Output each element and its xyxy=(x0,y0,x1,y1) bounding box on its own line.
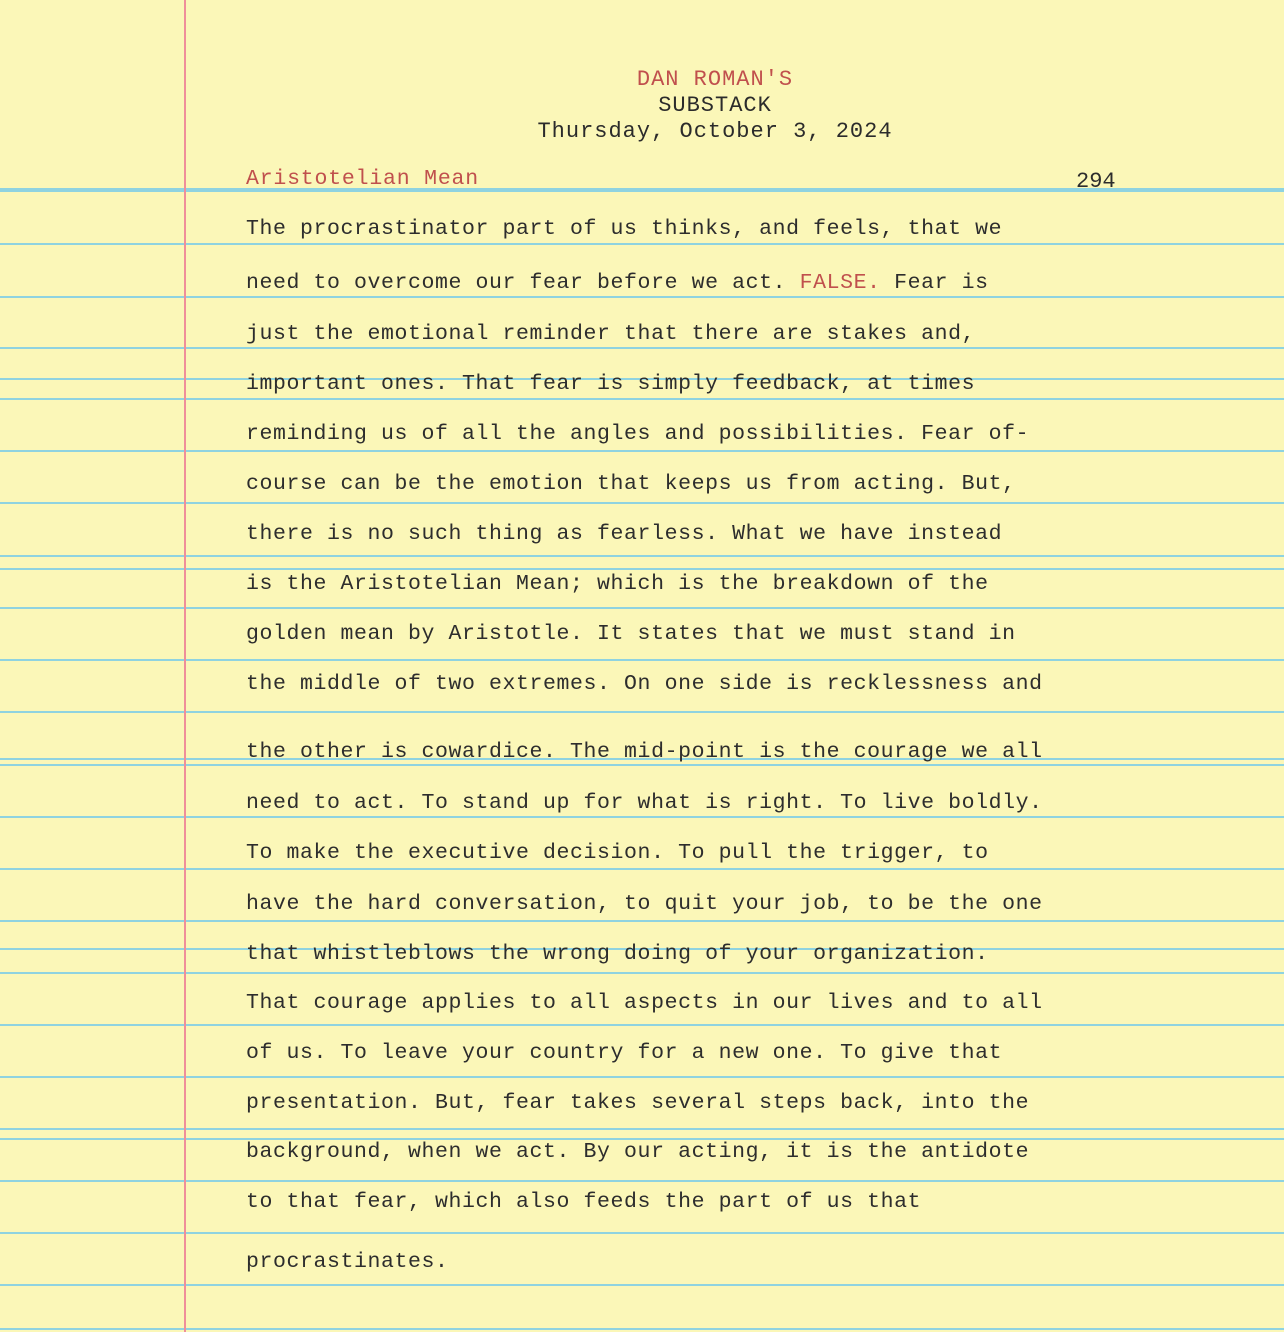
rule-line xyxy=(0,920,1284,922)
body-line: background, when we act. By our acting, it is the antidote xyxy=(246,1140,1030,1164)
rule-line xyxy=(0,1180,1284,1182)
false-emphasis: FALSE. xyxy=(799,271,881,295)
body-line: The procrastinator part of us thinks, and feels, that we xyxy=(246,217,1003,241)
rule-line xyxy=(0,555,1284,557)
rule-line xyxy=(0,659,1284,661)
body-line: the middle of two extremes. On one side is recklessness and xyxy=(246,672,1043,696)
body-line: is the Aristotelian Mean; which is the breakdown of the xyxy=(246,572,989,596)
body-line: need to act. To stand up for what is right. To live boldly. xyxy=(246,791,1043,815)
header-date: Thursday, October 3, 2024 xyxy=(537,119,893,144)
rule-line xyxy=(0,1024,1284,1026)
margin-line xyxy=(184,0,186,1332)
rule-line xyxy=(0,868,1284,870)
essay-title: Aristotelian Mean xyxy=(246,167,479,191)
body-line: procrastinates. xyxy=(246,1250,449,1274)
body-text: need to overcome our fear before we act. xyxy=(246,271,800,295)
header-publication: SUBSTACK xyxy=(658,93,772,118)
rule-line xyxy=(0,296,1284,298)
rule-line xyxy=(0,1232,1284,1234)
rule-line xyxy=(0,502,1284,504)
rule-line xyxy=(0,450,1284,452)
rule-line xyxy=(0,347,1284,349)
body-line: there is no such thing as fearless. What we have instead xyxy=(246,522,1003,546)
body-line: important ones. That fear is simply feedback, at times xyxy=(246,372,976,396)
body-line: course can be the emotion that keeps us from acting. But, xyxy=(246,472,1016,496)
body-line: the other is cowardice. The mid-point is the courage we all xyxy=(246,740,1043,764)
body-line: That courage applies to all aspects in our lives and to all xyxy=(246,991,1043,1015)
body-line: of us. To leave your country for a new one. To give that xyxy=(246,1041,1003,1065)
body-line: just the emotional reminder that there are stakes and, xyxy=(246,322,976,346)
rule-line xyxy=(0,972,1284,974)
body-line: have the hard conversation, to quit your job, to be the one xyxy=(246,892,1043,916)
body-line: To make the executive decision. To pull the trigger, to xyxy=(246,841,989,865)
rule-line xyxy=(0,816,1284,818)
rule-line xyxy=(0,764,1284,766)
rule-line xyxy=(0,243,1284,245)
page-number: 294 xyxy=(1076,169,1116,194)
rule-line xyxy=(0,1284,1284,1286)
body-line: presentation. But, fear takes several steps back, into the xyxy=(246,1091,1030,1115)
body-text: Fear is xyxy=(880,271,989,295)
header-author: DAN ROMAN'S xyxy=(636,67,794,92)
body-line xyxy=(246,271,989,295)
rule-line xyxy=(0,1076,1284,1078)
rule-line xyxy=(0,607,1284,609)
rule-line xyxy=(0,1128,1284,1130)
rule-line xyxy=(0,398,1284,400)
body-line: golden mean by Aristotle. It states that we must stand in xyxy=(246,622,1016,646)
body-line: to that fear, which also feeds the part of us that xyxy=(246,1190,922,1214)
body-line: reminding us of all the angles and possibilities. Fear of- xyxy=(246,422,1030,446)
body-line: that whistleblows the wrong doing of your organization. xyxy=(246,942,989,966)
rule-line xyxy=(0,711,1284,713)
